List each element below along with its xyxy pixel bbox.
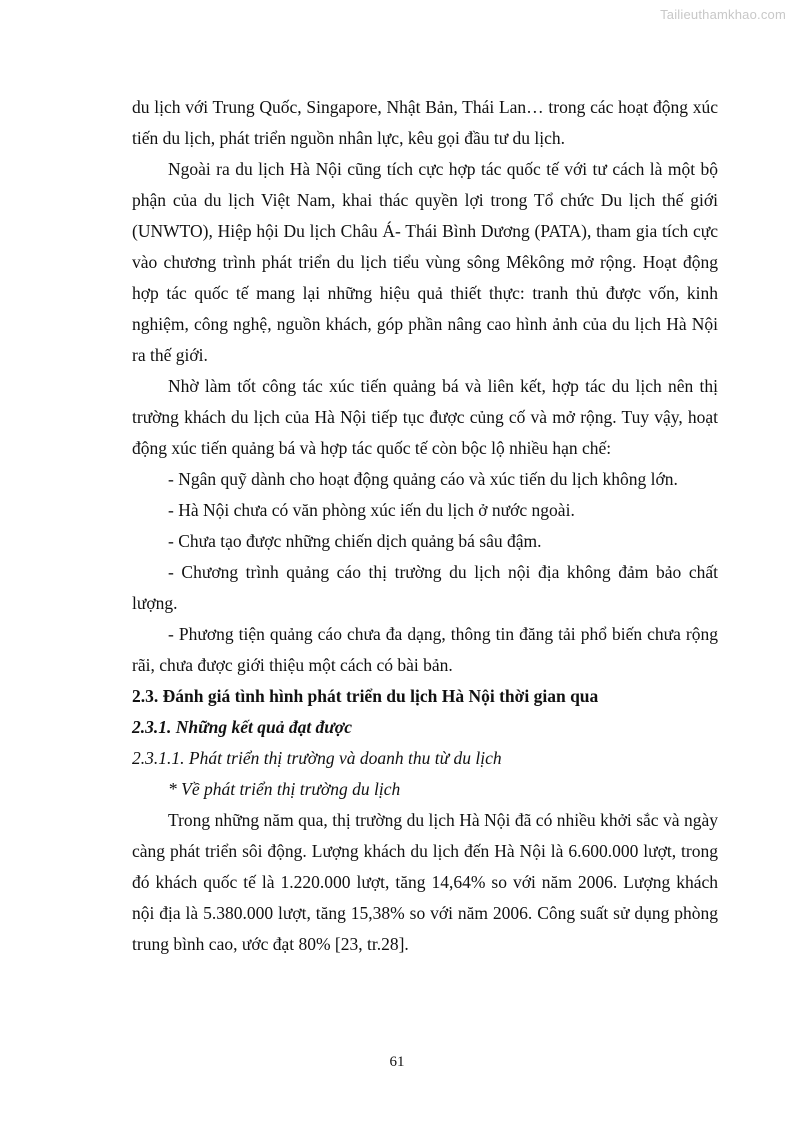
paragraph-promotion-limits: Nhờ làm tốt công tác xúc tiến quảng bá và liên kết, hợp tác du lịch nên thị trường khách du lịch của Hà Nội tiếp tục được củng cố và mở rộng. Tuy vậy, hoạt động xúc tiến quảng bá và hợp tác quốc tế còn bộc lộ nhiều hạn chế: [132,376,718,458]
page-body [132,92,718,960]
topic-heading: * Về phát triển thị trường du lịch [168,779,401,799]
bullet-advertising-quality: - Chương trình quảng cáo thị trường du lịch nội địa không đảm bảo chất lượng. [132,562,718,613]
paragraph-continuation: du lịch với Trung Quốc, Singapore, Nhật Bản, Thái Lan… trong các hoạt động xúc tiến du lịch, phát triển nguồn nhân lực, kêu gọi đầu tư du lịch. [132,97,718,148]
watermark: Tailieuthamkhao.com [660,7,786,22]
paragraph-international-cooperation: Ngoài ra du lịch Hà Nội cũng tích cực hợp tác quốc tế với tư cách là một bộ phận của du lịch Việt Nam, khai thác quyền lợi trong Tổ chức Du lịch thế giới (UNWTO), Hiệp hội Du lịch Châu Á- Thái Bình Dương (PATA), tham gia tích cực vào chương trình phát triển du lịch tiểu vùng sông Mêkông mở rộng. Hoạt động hợp tác quốc tế mang lại những hiệu quả thiết thực: tranh thủ được vốn, kinh nghiệm, công nghệ, nguồn khách, góp phần nâng cao hình ảnh của du lịch Hà Nội ra thế giới. [132,159,718,365]
bullet-campaigns: - Chưa tạo được những chiến dịch quảng bá sâu đậm. [168,531,542,551]
subsubsection-heading: 2.3.1.1. Phát triển thị trường và doanh thu từ du lịch [132,748,502,768]
page-number: 61 [389,1054,405,1070]
subsection-heading: 2.3.1. Những kết quả đạt được [132,717,352,737]
bullet-budget: - Ngân quỹ dành cho hoạt động quảng cáo và xúc tiến du lịch không lớn. [168,469,678,489]
section-heading: 2.3. Đánh giá tình hình phát triển du lịch Hà Nội thời gian qua [132,686,599,706]
paragraph-market-results: Trong những năm qua, thị trường du lịch Hà Nội đã có nhiều khởi sắc và ngày càng phát triển sôi động. Lượng khách du lịch đến Hà Nội là 6.600.000 lượt, trong đó khách quốc tế là 1.220.000 lượt, tăng 14,64% so với năm 2006. Lượng khách nội địa là 5.380.000 lượt, tăng 15,38% so với năm 2006. Công suất sử dụng phòng trung bình cao, ước đạt 80% [23, tr.28]. [132,810,718,954]
bullet-media-diversity: - Phương tiện quảng cáo chưa đa dạng, thông tin đăng tải phổ biến chưa rộng rãi, chưa được giới thiệu một cách có bài bản. [132,624,718,675]
bullet-office: - Hà Nội chưa có văn phòng xúc iến du lịch ở nước ngoài. [168,500,575,520]
